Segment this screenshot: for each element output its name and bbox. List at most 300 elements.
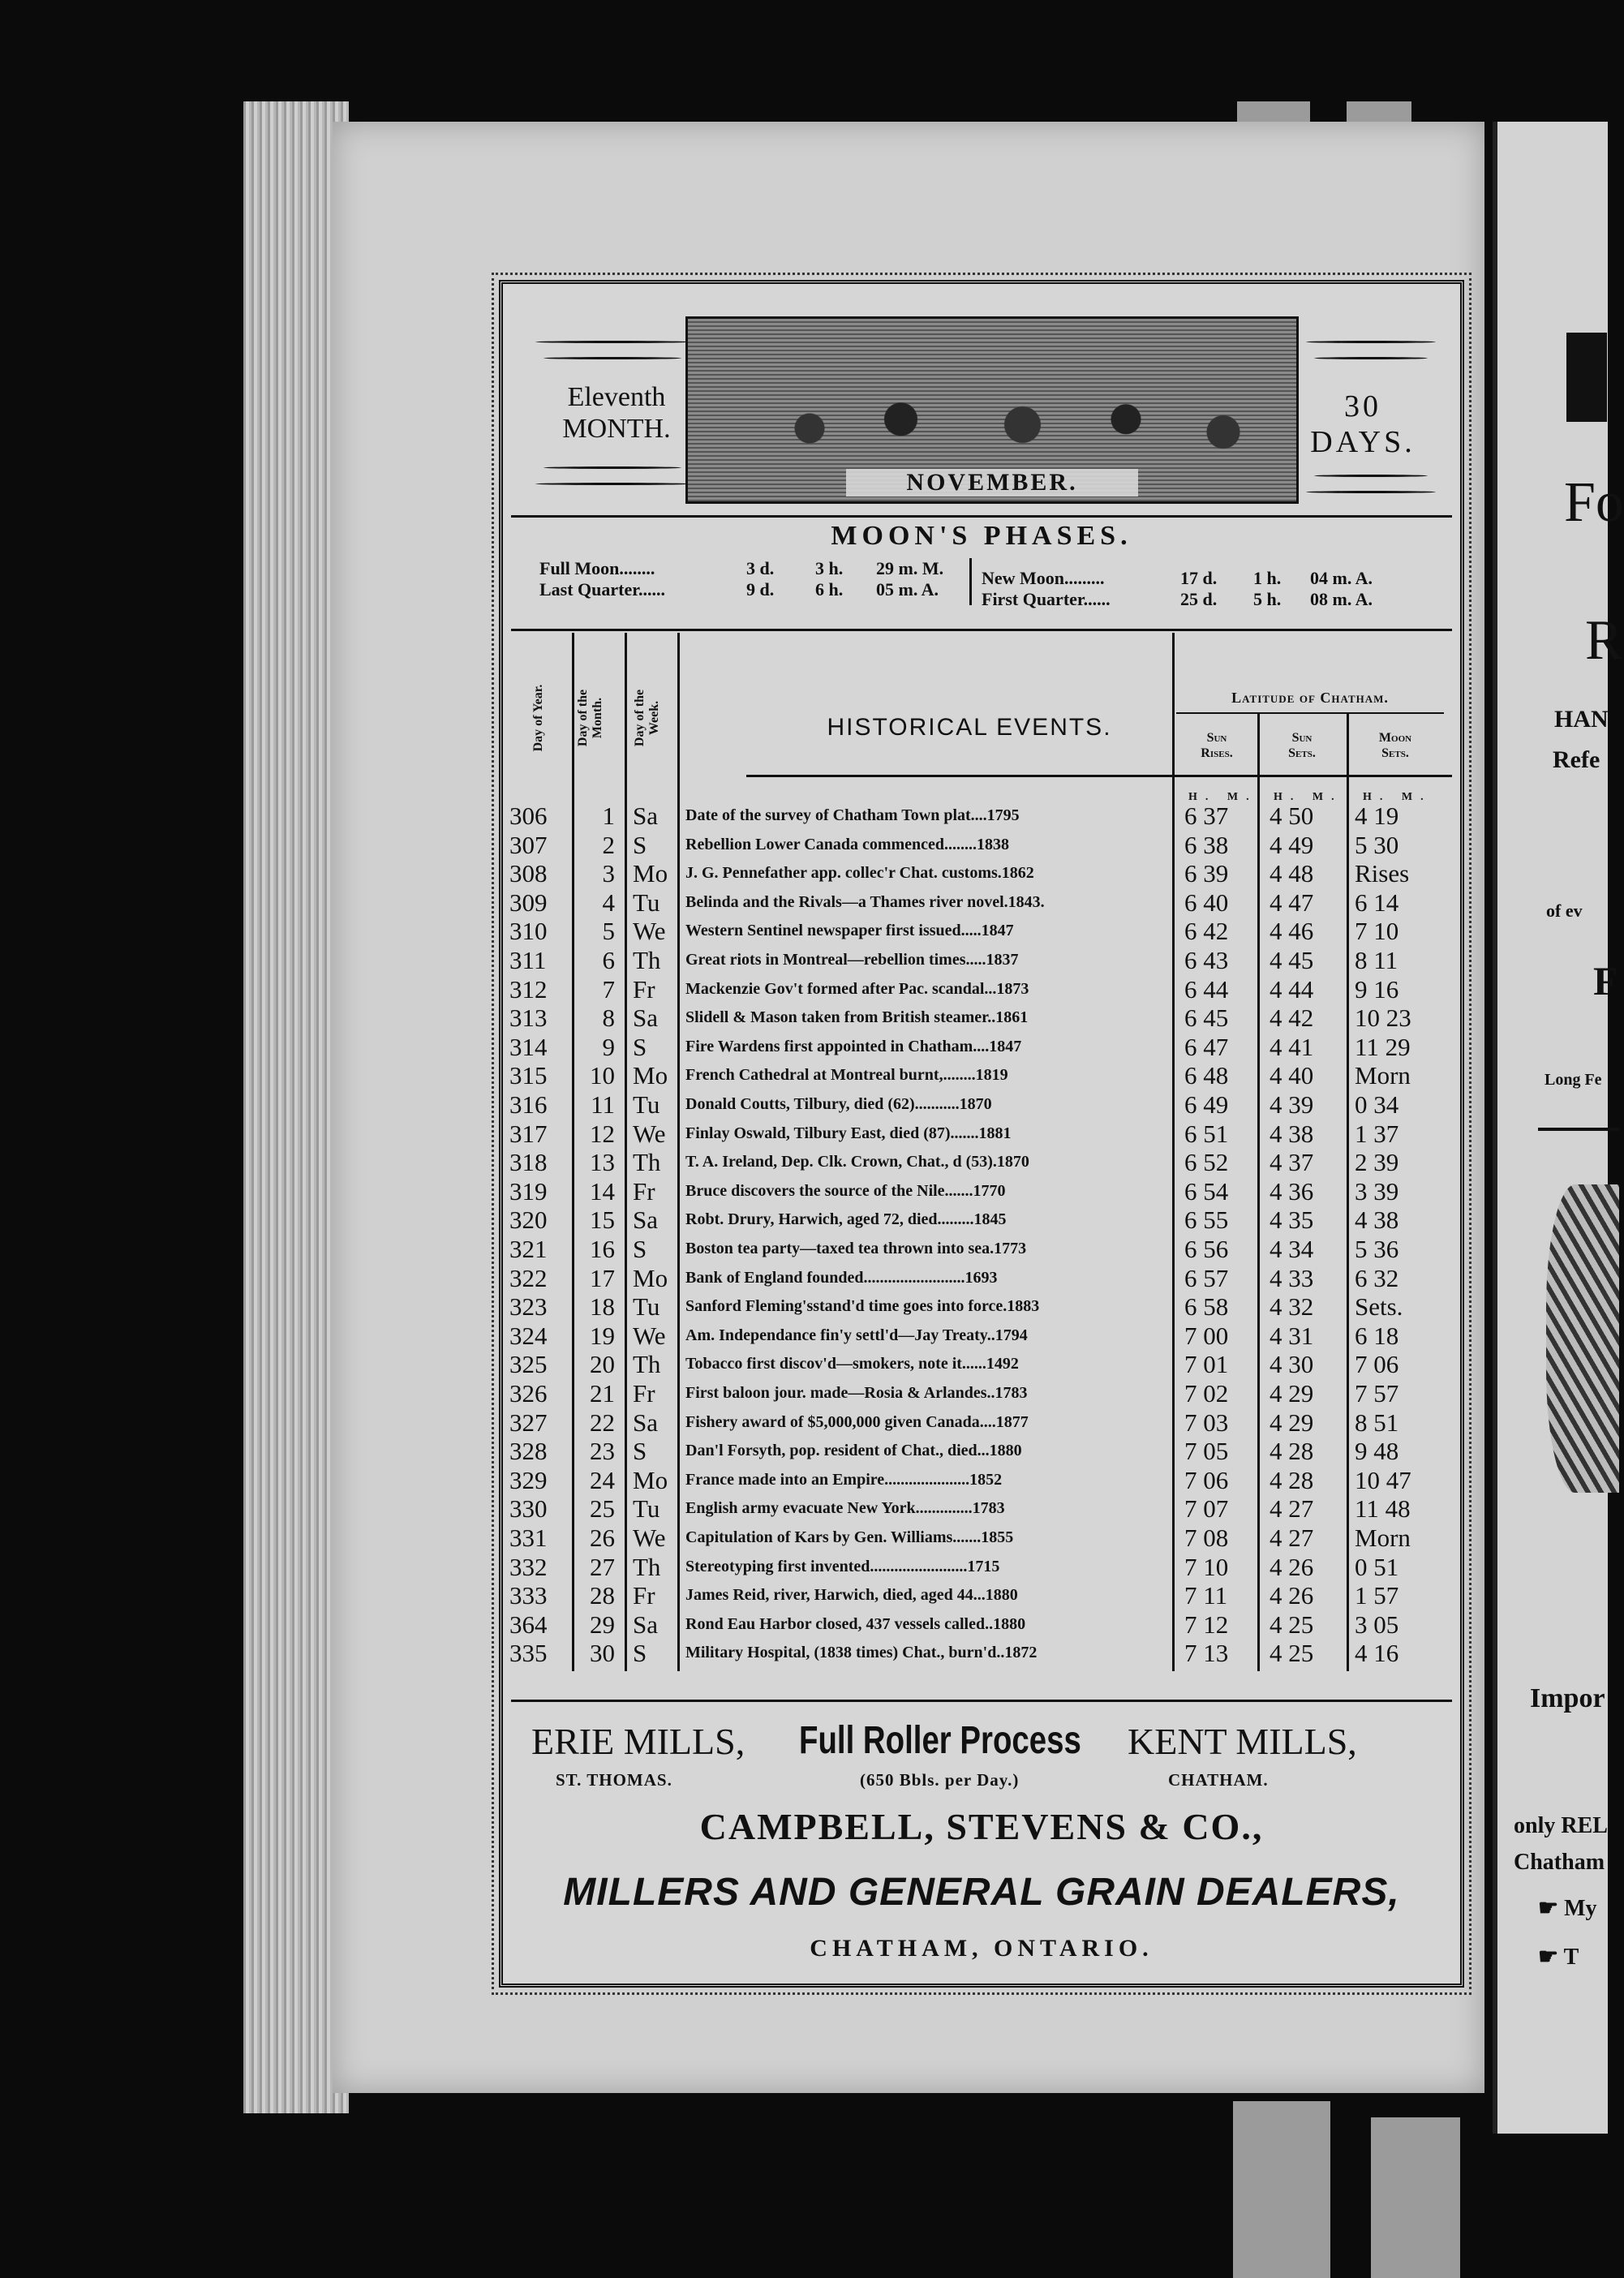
moon-sets-cell: 4 16: [1355, 1639, 1399, 1668]
moon-sets-cell: 6 14: [1355, 888, 1399, 917]
ad-trade-line: MILLERS AND GENERAL GRAIN DEALERS,: [563, 1871, 1400, 1914]
day-of-year-cell: 307: [509, 830, 548, 859]
event-cell: Bruce discovers the source of the Nile.......1770: [685, 1181, 1006, 1200]
column-head-line: Rises.: [1201, 746, 1233, 761]
moon-sets-cell: 7 06: [1355, 1350, 1399, 1379]
day-of-week-cell: Sa: [633, 802, 658, 830]
moon-sets-cell: 7 57: [1355, 1379, 1399, 1408]
ad-capacity: (650 Bbls. per Day.): [860, 1770, 1020, 1790]
month-banner: NOVEMBER.: [846, 469, 1138, 496]
moon-sets-cell: 10 23: [1355, 1004, 1411, 1033]
day-of-year-cell: 326: [509, 1379, 548, 1408]
day-of-year-cell: 328: [509, 1437, 548, 1466]
day-of-year-cell: 312: [509, 974, 548, 1004]
sun-rises-cell: 6 43: [1184, 946, 1229, 974]
event-cell: Belinda and the Rivals—a Thames river novel.1843.: [685, 892, 1045, 911]
sun-sets-cell: 4 36: [1270, 1176, 1314, 1206]
sun-sets-cell: 4 30: [1270, 1350, 1314, 1379]
sun-rises-cell: 7 07: [1184, 1494, 1229, 1524]
ad-kent-mills: KENT MILLS,: [1128, 1721, 1357, 1762]
day-of-month-cell: 9: [602, 1032, 615, 1061]
wheat-illustration: [1546, 1184, 1619, 1493]
day-of-week-cell: Tu: [633, 1090, 660, 1119]
table-row: [503, 917, 1460, 946]
day-of-week-cell: S: [633, 1235, 647, 1263]
day-of-month-cell: 24: [590, 1465, 615, 1494]
column-head-day-of-month: [576, 649, 604, 787]
sun-sets-cell: 4 29: [1270, 1379, 1314, 1408]
event-cell: Slidell & Mason taken from British steamer..1861: [685, 1008, 1029, 1027]
moon-sets-cell: 8 11: [1355, 946, 1398, 974]
divider: [511, 629, 1452, 631]
column-head-line: Week.: [647, 700, 661, 736]
day-of-week-cell: S: [633, 1639, 647, 1668]
sun-sets-cell: 4 44: [1270, 974, 1314, 1004]
day-of-month-cell: 17: [590, 1263, 615, 1292]
phase-hour: 3 h.: [815, 558, 844, 578]
day-of-month-cell: 30: [590, 1639, 615, 1668]
moon-sets-cell: 7 10: [1355, 917, 1399, 946]
month-days: [1290, 389, 1436, 460]
day-of-week-cell: Sa: [633, 1610, 658, 1639]
day-of-month-cell: 18: [590, 1292, 615, 1322]
moon-sets-cell: 5 36: [1355, 1235, 1399, 1263]
event-cell: J. G. Pennefather app. collec'r Chat. customs.1862: [685, 864, 1034, 883]
sun-sets-cell: 4 41: [1270, 1032, 1314, 1061]
sun-rises-cell: 7 02: [1184, 1379, 1229, 1408]
day-of-year-cell: 319: [509, 1176, 548, 1206]
table-row: [503, 1581, 1460, 1608]
sun-sets-cell: 4 47: [1270, 888, 1314, 917]
day-of-week-cell: Tu: [633, 1494, 660, 1524]
ad-full-roller: Full Roller Process: [799, 1719, 1081, 1762]
sun-sets-cell: 4 32: [1270, 1292, 1314, 1322]
event-cell: Fire Wardens first appointed in Chatham....1847: [685, 1037, 1022, 1055]
sun-sets-cell: 4 49: [1270, 830, 1314, 859]
moon-sets-cell: Morn: [1355, 1061, 1411, 1090]
event-cell: Am. Independance fin'y settl'd—Jay Treaty..1794: [685, 1326, 1028, 1344]
sun-sets-cell: 4 34: [1270, 1235, 1314, 1263]
sun-sets-cell: 4 31: [1270, 1321, 1314, 1350]
divider: [511, 515, 1452, 518]
day-of-week-cell: We: [633, 1321, 666, 1350]
sun-rises-cell: 7 10: [1184, 1552, 1229, 1581]
day-of-year-cell: 329: [509, 1465, 548, 1494]
table-row: [503, 1033, 1460, 1059]
sun-rises-cell: 6 57: [1184, 1263, 1229, 1292]
hours-minutes-label: H. M.: [1274, 791, 1343, 803]
sun-rises-cell: 7 01: [1184, 1350, 1229, 1379]
latitude-heading: Latitude of Chatham.: [1231, 690, 1389, 706]
day-of-year-cell: 331: [509, 1524, 548, 1552]
table-row: [503, 1264, 1460, 1291]
event-cell: Military Hospital, (1838 times) Chat., burn'd..1872: [685, 1644, 1038, 1662]
table-row: [503, 1610, 1460, 1637]
phase-day: 3 d.: [746, 558, 775, 578]
ad-company-name: CAMPBELL, STEVENS & CO.,: [699, 1806, 1264, 1847]
event-cell: James Reid, river, Harwich, died, aged 44...1880: [685, 1586, 1018, 1605]
column-head-line: Sets.: [1288, 746, 1316, 761]
sun-sets-cell: 4 48: [1270, 859, 1314, 888]
event-cell: T. A. Ireland, Dep. Clk. Crown, Chat., d (53).1870: [685, 1153, 1029, 1171]
day-of-year-cell: 310: [509, 917, 548, 946]
day-of-week-cell: Th: [633, 946, 661, 974]
sun-rises-cell: 6 38: [1184, 830, 1229, 859]
moon-sets-cell: 5 30: [1355, 830, 1399, 859]
sun-sets-cell: 4 25: [1270, 1639, 1314, 1668]
sun-sets-cell: 4 39: [1270, 1090, 1314, 1119]
sun-sets-cell: 4 35: [1270, 1206, 1314, 1235]
column-head-line: Sets.: [1381, 746, 1409, 761]
day-of-year-cell: 308: [509, 859, 548, 888]
day-of-week-cell: Fr: [633, 974, 655, 1004]
day-of-week-cell: Tu: [633, 1292, 660, 1322]
hours-minutes-label: H. M.: [1188, 791, 1257, 803]
event-cell: Fishery award of $5,000,000 given Canada....1877: [685, 1412, 1029, 1431]
sun-sets-cell: 4 27: [1270, 1524, 1314, 1552]
sun-sets-cell: 4 25: [1270, 1610, 1314, 1639]
sun-rises-cell: 7 08: [1184, 1524, 1229, 1552]
day-of-week-cell: Fr: [633, 1581, 655, 1610]
right-page-text: Refe: [1553, 746, 1600, 773]
column-head-line: Day of the: [576, 689, 590, 747]
sun-rises-cell: 7 05: [1184, 1437, 1229, 1466]
day-of-week-cell: S: [633, 1032, 647, 1061]
phase-day: 9 d.: [746, 579, 775, 600]
table-row: [503, 1350, 1460, 1377]
day-of-month-cell: 23: [590, 1437, 615, 1466]
column-head-moon-sets: [1351, 730, 1440, 761]
day-of-year-cell: 335: [509, 1639, 548, 1668]
moon-sets-cell: Sets.: [1355, 1292, 1403, 1322]
day-of-week-cell: We: [633, 1119, 666, 1148]
moon-sets-cell: Morn: [1355, 1524, 1411, 1552]
phase-separator: [969, 558, 972, 605]
sun-rises-cell: 6 47: [1184, 1032, 1229, 1061]
table-row: [503, 1177, 1460, 1204]
sun-sets-cell: 4 26: [1270, 1581, 1314, 1610]
divider: [511, 1700, 1452, 1702]
right-page-text: R: [1585, 609, 1623, 672]
table-row: [503, 859, 1460, 886]
moon-sets-cell: Rises: [1355, 859, 1410, 888]
table-row: [503, 1466, 1460, 1493]
day-of-month-cell: 16: [590, 1235, 615, 1263]
sun-rises-cell: 6 45: [1184, 1004, 1229, 1033]
sun-rises-cell: 7 12: [1184, 1610, 1229, 1639]
phase-day: 25 d.: [1180, 589, 1218, 609]
day-of-week-cell: Mo: [633, 1061, 668, 1090]
event-cell: Date of the survey of Chatham Town plat....1795: [685, 806, 1020, 824]
moon-phases-title: MOON'S PHASES.: [831, 521, 1132, 551]
day-of-month-cell: 15: [590, 1206, 615, 1235]
phase-label: First Quarter......: [982, 589, 1111, 609]
sun-rises-cell: 6 40: [1184, 888, 1229, 917]
right-page: [1493, 122, 1624, 2134]
table-row: [503, 1235, 1460, 1261]
bookmark-ribbon: [1371, 2117, 1460, 2278]
ornament-swirl: [543, 357, 681, 359]
right-page-text: only REL: [1514, 1813, 1608, 1838]
sun-sets-cell: 4 46: [1270, 917, 1314, 946]
sun-sets-cell: 4 37: [1270, 1148, 1314, 1177]
day-of-month-cell: 8: [602, 1004, 615, 1033]
day-of-year-cell: 309: [509, 888, 548, 917]
moon-sets-cell: 8 51: [1355, 1408, 1399, 1437]
event-cell: Rebellion Lower Canada commenced........1838: [685, 835, 1010, 853]
day-of-month-cell: 6: [602, 946, 615, 974]
day-of-month-cell: 25: [590, 1494, 615, 1524]
column-head-line: Sun: [1206, 731, 1227, 745]
month-ordinal-line1: Eleventh: [567, 382, 666, 412]
event-cell: Stereotyping first invented........................1715: [685, 1557, 1000, 1575]
ornament-swirl: [1306, 341, 1436, 343]
moon-sets-cell: 1 37: [1355, 1119, 1399, 1148]
table-row: [503, 1524, 1460, 1550]
day-of-month-cell: 20: [590, 1350, 615, 1379]
day-of-year-cell: 364: [509, 1610, 548, 1639]
day-of-month-cell: 7: [602, 974, 615, 1004]
month-ordinal: [535, 381, 698, 445]
day-of-week-cell: We: [633, 1524, 666, 1552]
day-of-week-cell: Fr: [633, 1176, 655, 1206]
day-of-year-cell: 321: [509, 1235, 548, 1263]
sun-sets-cell: 4 42: [1270, 1004, 1314, 1033]
event-cell: France made into an Empire.....................1852: [685, 1470, 1003, 1489]
sun-rises-cell: 7 13: [1184, 1639, 1229, 1668]
day-of-year-cell: 333: [509, 1581, 548, 1610]
phase-hour: 1 h.: [1253, 568, 1282, 588]
event-cell: Tobacco first discov'd—smokers, note it......1492: [685, 1355, 1019, 1373]
day-of-month-cell: 2: [602, 830, 615, 859]
ad-chatham-small: CHATHAM.: [1168, 1770, 1269, 1790]
day-of-week-cell: We: [633, 917, 666, 946]
event-cell: Robt. Drury, Harwich, aged 72, died.........1845: [685, 1210, 1007, 1229]
ornament-swirl: [535, 341, 690, 343]
moon-sets-cell: 6 18: [1355, 1321, 1399, 1350]
event-cell: Donald Coutts, Tilbury, died (62)...........1870: [685, 1095, 992, 1113]
moon-sets-cell: 4 19: [1355, 802, 1399, 830]
table-row: [503, 946, 1460, 973]
sun-rises-cell: 7 11: [1184, 1581, 1228, 1610]
sun-rises-cell: 7 00: [1184, 1321, 1229, 1350]
table-row: [503, 1639, 1460, 1666]
table-row: [503, 802, 1460, 828]
event-cell: Finlay Oswald, Tilbury East, died (87).......1881: [685, 1124, 1012, 1142]
phase-minute: 29 m. M.: [876, 558, 944, 578]
column-head-line: Day of the: [633, 689, 647, 747]
day-of-year-cell: 327: [509, 1408, 548, 1437]
event-cell: Capitulation of Kars by Gen. Williams.......1855: [685, 1528, 1014, 1546]
day-of-year-cell: 324: [509, 1321, 548, 1350]
sun-sets-cell: 4 26: [1270, 1552, 1314, 1581]
event-cell: Mackenzie Gov't formed after Pac. scandal...1873: [685, 979, 1029, 998]
phase-hour: 6 h.: [815, 579, 844, 600]
event-cell: First baloon jour. made—Rosia & Arlandes..1783: [685, 1384, 1028, 1402]
day-of-month-cell: 3: [602, 859, 615, 888]
day-of-year-cell: 323: [509, 1292, 548, 1322]
day-of-year-cell: 332: [509, 1552, 548, 1581]
day-of-month-cell: 22: [590, 1408, 615, 1437]
day-of-year-cell: 311: [509, 946, 547, 974]
day-of-month-cell: 13: [590, 1148, 615, 1177]
day-of-week-cell: Sa: [633, 1206, 658, 1235]
day-of-week-cell: Sa: [633, 1004, 658, 1033]
month-days-count: 30: [1344, 389, 1381, 423]
day-of-week-cell: Fr: [633, 1379, 655, 1408]
day-of-week-cell: S: [633, 1437, 647, 1466]
sun-rises-cell: 6 54: [1184, 1176, 1229, 1206]
day-of-month-cell: 1: [602, 802, 615, 830]
day-of-year-cell: 314: [509, 1032, 548, 1061]
day-of-month-cell: 26: [590, 1524, 615, 1552]
table-row: [503, 1004, 1460, 1033]
phase-minute: 05 m. A.: [876, 579, 939, 600]
table-row: [503, 1061, 1460, 1088]
moon-sets-cell: 6 32: [1355, 1263, 1399, 1292]
sun-sets-cell: 4 28: [1270, 1437, 1314, 1466]
divider: [1176, 712, 1444, 714]
event-cell: Dan'l Forsyth, pop. resident of Chat., died...1880: [685, 1442, 1022, 1460]
sun-sets-cell: 4 50: [1270, 802, 1314, 830]
day-of-month-cell: 11: [591, 1090, 615, 1119]
day-of-month-cell: 5: [602, 917, 615, 946]
sun-rises-cell: 7 06: [1184, 1465, 1229, 1494]
table-row: [503, 1408, 1460, 1435]
moon-sets-cell: 11 29: [1355, 1032, 1411, 1061]
ornament-swirl: [535, 483, 690, 485]
column-head-line: Sun: [1291, 731, 1313, 745]
ornament-swirl: [543, 466, 681, 469]
day-of-year-cell: 330: [509, 1494, 548, 1524]
day-of-month-cell: 4: [602, 888, 615, 917]
sun-rises-cell: 6 52: [1184, 1148, 1229, 1177]
sun-rises-cell: 6 44: [1184, 974, 1229, 1004]
column-head-line: Moon: [1378, 731, 1412, 745]
table-row: [503, 1379, 1460, 1406]
sun-rises-cell: 6 55: [1184, 1206, 1229, 1235]
day-of-month-cell: 19: [590, 1321, 615, 1350]
day-of-month-cell: 12: [590, 1119, 615, 1148]
right-page-text: Long Fe: [1545, 1071, 1602, 1089]
sun-rises-cell: 6 51: [1184, 1119, 1229, 1148]
right-page-text: ☛ T: [1538, 1945, 1579, 1970]
day-of-week-cell: Th: [633, 1350, 661, 1379]
ad-st-thomas: ST. THOMAS.: [556, 1770, 672, 1790]
month-days-label: DAYS.: [1310, 424, 1416, 459]
day-of-week-cell: S: [633, 830, 647, 859]
phase-minute: 04 m. A.: [1310, 568, 1373, 588]
moon-sets-cell: 3 39: [1355, 1176, 1399, 1206]
phase-hour: 5 h.: [1253, 589, 1282, 609]
day-of-year-cell: 315: [509, 1061, 548, 1090]
day-of-week-cell: Tu: [633, 888, 660, 917]
phase-label: New Moon.........: [982, 568, 1105, 588]
table-row: [503, 1292, 1460, 1322]
month-ordinal-line2: MONTH.: [562, 414, 671, 445]
day-of-month-cell: 27: [590, 1552, 615, 1581]
day-of-year-cell: 322: [509, 1263, 548, 1292]
right-page-block: [1566, 333, 1607, 422]
moon-sets-cell: 3 05: [1355, 1610, 1399, 1639]
sun-sets-cell: 4 27: [1270, 1494, 1314, 1524]
phase-day: 17 d.: [1180, 568, 1218, 588]
sun-sets-cell: 4 28: [1270, 1465, 1314, 1494]
column-head-sun-sets: [1261, 730, 1343, 761]
sun-rises-cell: 7 03: [1184, 1408, 1229, 1437]
day-of-month-cell: 28: [590, 1581, 615, 1610]
right-page-text: F: [1593, 958, 1618, 1004]
almanac-frame: [499, 280, 1464, 1988]
day-of-month-cell: 14: [590, 1176, 615, 1206]
sun-rises-cell: 6 37: [1184, 802, 1229, 830]
table-row: [503, 831, 1460, 857]
event-cell: English army evacuate New York..............1783: [685, 1499, 1005, 1518]
right-page-rule: [1538, 1128, 1619, 1131]
table-row: [503, 888, 1460, 915]
moon-sets-cell: 0 34: [1355, 1090, 1399, 1119]
day-of-month-cell: 21: [590, 1379, 615, 1408]
sun-sets-cell: 4 40: [1270, 1061, 1314, 1090]
day-of-year-cell: 316: [509, 1090, 548, 1119]
sun-sets-cell: 4 33: [1270, 1263, 1314, 1292]
dinner-scene-engraving: [685, 316, 1299, 504]
moon-sets-cell: 11 48: [1355, 1494, 1411, 1524]
right-page-text: ☛ My: [1538, 1896, 1597, 1921]
historical-events-heading: HISTORICAL EVENTS.: [827, 714, 1112, 741]
day-of-year-cell: 325: [509, 1350, 548, 1379]
day-of-week-cell: Sa: [633, 1408, 658, 1437]
event-cell: Rond Eau Harbor closed, 437 vessels called..1880: [685, 1614, 1026, 1633]
phase-label: Last Quarter......: [539, 579, 666, 600]
sun-rises-cell: 6 58: [1184, 1292, 1229, 1322]
day-of-year-cell: 306: [509, 802, 548, 830]
calendar-table: [503, 802, 1460, 1670]
event-cell: Western Sentinel newspaper first issued.....1847: [685, 922, 1014, 940]
day-of-week-cell: Mo: [633, 1263, 668, 1292]
day-of-week-cell: Th: [633, 1148, 661, 1177]
table-row: [503, 1206, 1460, 1235]
right-page-text: of ev: [1546, 900, 1583, 921]
table-row: [503, 1148, 1460, 1175]
sun-rises-cell: 6 56: [1184, 1235, 1229, 1263]
ornament-swirl: [1314, 475, 1428, 477]
phase-label: Full Moon........: [539, 558, 655, 578]
table-row: [503, 1553, 1460, 1580]
day-of-month-cell: 10: [590, 1061, 615, 1090]
bookmark-ribbon: [1233, 2101, 1330, 2278]
phase-minute: 08 m. A.: [1310, 589, 1373, 609]
moon-sets-cell: 1 57: [1355, 1581, 1399, 1610]
ad-location: CHATHAM, ONTARIO.: [810, 1935, 1154, 1962]
ornament-swirl: [1314, 357, 1428, 359]
sun-rises-cell: 6 39: [1184, 859, 1229, 888]
column-head-sun-rises: [1176, 730, 1257, 761]
column-head-day-of-year: Day of Year.: [531, 684, 545, 752]
day-of-year-cell: 313: [509, 1004, 548, 1033]
moon-sets-cell: 4 38: [1355, 1206, 1399, 1235]
right-page-text: HAN: [1554, 706, 1609, 733]
day-of-year-cell: 320: [509, 1206, 548, 1235]
ornament-swirl: [1306, 491, 1436, 493]
right-page-text: Fo: [1564, 471, 1624, 534]
event-cell: Great riots in Montreal—rebellion times.....1837: [685, 951, 1019, 969]
table-row: [503, 1437, 1460, 1464]
ad-erie-mills: ERIE MILLS,: [531, 1721, 745, 1762]
sun-rises-cell: 6 48: [1184, 1061, 1229, 1090]
day-of-week-cell: Mo: [633, 1465, 668, 1494]
table-row: [503, 1120, 1460, 1146]
